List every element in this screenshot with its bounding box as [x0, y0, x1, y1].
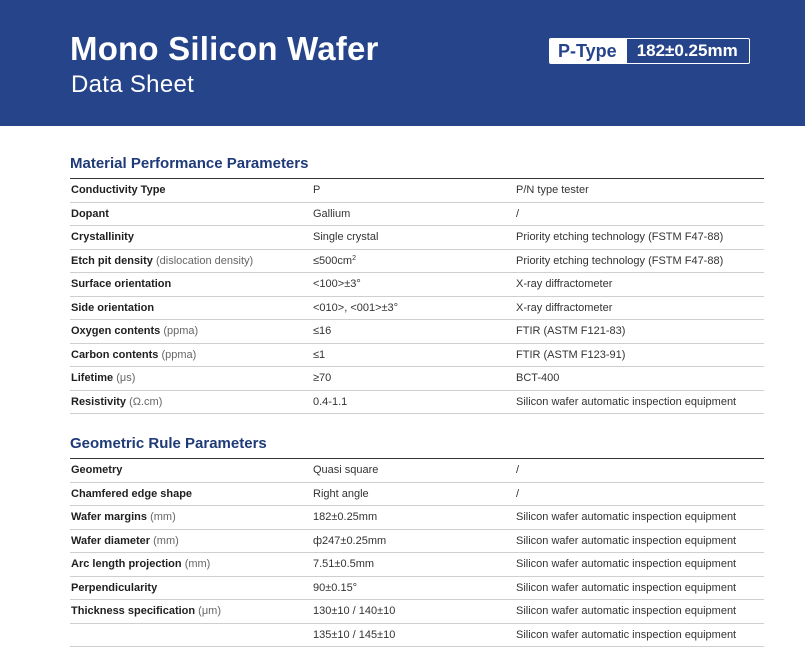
parameter-value: 135±10 / 145±10: [313, 628, 396, 641]
parameter-cell: [70, 302, 313, 314]
parameter-cell: [70, 208, 313, 220]
test-method: Silicon wafer automatic inspection equipment: [516, 605, 737, 618]
value-cell: [313, 488, 516, 500]
method-cell: [516, 231, 764, 243]
parameter-name: Lifetime: [71, 372, 114, 385]
parameter-unit: (ppma): [163, 325, 199, 338]
parameter-unit: (μm): [198, 605, 221, 618]
parameter-cell: [70, 255, 313, 267]
parameter-value: ≤500cm: [313, 254, 353, 267]
parameter-cell: [70, 372, 313, 384]
badge-type-label: P-Type: [550, 39, 627, 63]
method-cell: [516, 582, 764, 594]
method-cell: [516, 278, 764, 290]
test-method: P/N type tester: [516, 184, 589, 197]
method-cell: [516, 184, 764, 196]
parameter-name: Geometry: [71, 464, 123, 477]
parameter-name: Crystallinity: [71, 231, 134, 244]
parameter-value: <010>, <001>±3°: [313, 301, 399, 314]
method-cell: [516, 396, 764, 408]
table-row: [70, 226, 764, 250]
parameter-unit: (ppma): [161, 348, 197, 361]
test-method: Silicon wafer automatic inspection equipment: [516, 395, 737, 408]
method-cell: [516, 302, 764, 314]
parameter-cell: [70, 464, 313, 476]
table-row: [70, 530, 764, 554]
geometric-section: [70, 432, 764, 647]
geometric-table: [70, 459, 764, 647]
table-row: [70, 367, 764, 391]
value-cell: [313, 558, 516, 570]
method-cell: [516, 535, 764, 547]
test-method: /: [516, 487, 520, 500]
table-row: [70, 273, 764, 297]
parameter-value: <100>±3°: [313, 278, 361, 291]
material-section: [70, 152, 764, 414]
parameter-cell: [70, 396, 313, 408]
parameter-value: Single crystal: [313, 231, 379, 244]
table-row: [70, 297, 764, 321]
parameter-unit: (μs): [116, 372, 136, 385]
parameter-name: Arc length projection: [71, 558, 182, 571]
parameter-name: Surface orientation: [71, 278, 172, 291]
value-cell: [313, 255, 516, 267]
page-title: Mono Silicon Wafer: [70, 30, 379, 67]
table-row: [70, 320, 764, 344]
test-method: /: [516, 207, 520, 220]
parameter-value: ≤1: [313, 348, 326, 361]
value-cell: [313, 582, 516, 594]
parameter-cell: [70, 558, 313, 570]
parameter-cell: [70, 325, 313, 337]
table-row: [70, 553, 764, 577]
test-method: Silicon wafer automatic inspection equipment: [516, 581, 737, 594]
parameter-value: Right angle: [313, 487, 369, 500]
table-row: [70, 459, 764, 483]
badge-spec-label: 182±0.25mm: [636, 41, 738, 60]
parameter-value: Quasi square: [313, 464, 379, 477]
method-cell: [516, 208, 764, 220]
value-cell: [313, 278, 516, 290]
value-cell: [313, 535, 516, 547]
parameter-name: Conductivity Type: [71, 184, 166, 197]
parameter-name: Resistivity: [71, 395, 127, 408]
value-cell: [313, 184, 516, 196]
parameter-value: 90±0.15°: [313, 581, 358, 594]
parameter-cell: [70, 582, 313, 594]
parameter-cell: [70, 605, 313, 617]
value-cell: [313, 396, 516, 408]
section-title: Geometric Rule Parameters: [70, 435, 267, 452]
method-cell: [516, 558, 764, 570]
parameter-name: Oxygen contents: [71, 325, 161, 338]
table-row: [70, 577, 764, 601]
value-cell: [313, 208, 516, 220]
parameter-unit: (mm): [184, 558, 211, 571]
test-method: Silicon wafer automatic inspection equipment: [516, 558, 737, 571]
value-cell: [313, 629, 516, 641]
parameter-name: Carbon contents: [71, 348, 159, 361]
parameter-name: Wafer margins: [71, 511, 148, 524]
parameter-unit: (mm): [153, 534, 179, 547]
test-method: Silicon wafer automatic inspection equipment: [516, 534, 737, 547]
test-method: X-ray diffractometer: [516, 301, 613, 314]
parameter-name: Wafer diameter: [71, 534, 151, 547]
method-cell: [516, 349, 764, 361]
table-row: [70, 203, 764, 227]
value-cell: [313, 464, 516, 476]
parameter-cell: [70, 231, 313, 243]
test-method: Silicon wafer automatic inspection equipment: [516, 511, 737, 524]
value-cell: [313, 511, 516, 523]
parameter-value: 130±10 / 140±10: [313, 605, 396, 618]
parameter-name: Perpendicularity: [71, 581, 158, 594]
parameter-name: Thickness specification: [71, 605, 196, 618]
value-superscript: 2: [352, 254, 356, 262]
method-cell: [516, 629, 764, 641]
parameter-value: ≥70: [313, 372, 332, 385]
parameter-value: 0.4-1.1: [313, 395, 348, 408]
page-subtitle: Data Sheet: [71, 71, 195, 98]
value-cell: [313, 325, 516, 337]
parameter-cell: [70, 184, 313, 196]
test-method: Priority etching technology (FSTM F47-88): [516, 231, 724, 244]
method-cell: [516, 372, 764, 384]
parameter-name: Dopant: [71, 207, 109, 220]
parameter-value: 7.51±0.5mm: [313, 558, 375, 571]
method-cell: [516, 255, 764, 267]
parameter-unit: (mm): [150, 511, 176, 524]
parameter-cell: [70, 488, 313, 500]
value-cell: [313, 302, 516, 314]
table-row: [70, 483, 764, 507]
parameter-name: Side orientation: [71, 301, 155, 314]
parameter-name: Chamfered edge shape: [71, 487, 193, 500]
parameter-unit: (Ω.cm): [129, 395, 163, 408]
parameter-cell: [70, 511, 313, 523]
test-method: X-ray diffractometer: [516, 278, 613, 291]
value-cell: [313, 372, 516, 384]
product-badge: [549, 38, 750, 64]
header-banner: [0, 0, 805, 126]
parameter-unit: (dislocation density): [155, 254, 254, 267]
parameter-value: P: [313, 184, 321, 197]
method-cell: [516, 464, 764, 476]
table-row: [70, 391, 764, 415]
table-row: [70, 506, 764, 530]
table-row: [70, 344, 764, 368]
table-row: [70, 250, 764, 274]
test-method: /: [516, 464, 520, 477]
method-cell: [516, 488, 764, 500]
table-row: [70, 600, 764, 624]
test-method: FTIR (ASTM F123-91): [516, 348, 626, 361]
test-method: FTIR (ASTM F121-83): [516, 325, 626, 338]
material-table: [70, 179, 764, 414]
section-title: Material Performance Parameters: [70, 155, 309, 172]
table-row: [70, 624, 764, 648]
parameter-value: ≤16: [313, 325, 332, 338]
value-cell: [313, 605, 516, 617]
parameter-value: Gallium: [313, 207, 351, 220]
parameter-name: Etch pit density: [71, 254, 153, 267]
table-row: [70, 179, 764, 203]
parameter-cell: [70, 349, 313, 361]
parameter-value: 182±0.25mm: [313, 511, 378, 524]
test-method: Silicon wafer automatic inspection equipment: [516, 628, 737, 641]
value-cell: [313, 349, 516, 361]
method-cell: [516, 325, 764, 337]
test-method: Priority etching technology (FSTM F47-88): [516, 254, 724, 267]
parameter-cell: [70, 278, 313, 290]
parameter-value: ф247±0.25mm: [313, 534, 387, 547]
value-cell: [313, 231, 516, 243]
test-method: BCT-400: [516, 372, 560, 385]
method-cell: [516, 605, 764, 617]
method-cell: [516, 511, 764, 523]
parameter-cell: [70, 535, 313, 547]
